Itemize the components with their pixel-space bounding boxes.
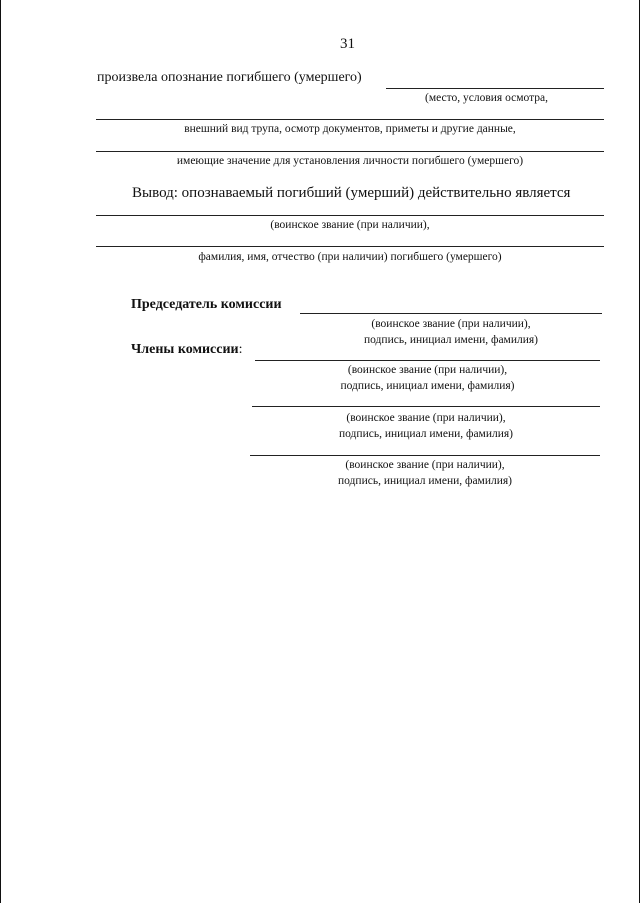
conclusion-line-1: [96, 215, 604, 216]
intro-caption-1: (место, условия осмотра,: [425, 92, 548, 104]
members-label: Члены комиссии:: [131, 342, 243, 357]
member-2-caption-2: подпись, инициал имени, фамилия): [338, 428, 514, 440]
scan-left-edge: [0, 0, 1, 903]
intro-text: произвела опознание погибшего (умершего): [97, 70, 362, 85]
intro-line-2: [96, 119, 604, 120]
conclusion-text: Вывод: опознаваемый погибший (умерший) действительно является: [132, 185, 571, 201]
chairman-label: Председатель комиссии: [131, 297, 282, 312]
intro-caption-2: внешний вид трупа, осмотр документов, приметы и другие данные,: [184, 123, 516, 135]
chairman-caption-2: подпись, инициал имени, фамилия): [363, 334, 539, 346]
member-3-caption-2: подпись, инициал имени, фамилия): [337, 475, 513, 487]
member-1-caption-1: (воинское звание (при наличии),: [347, 364, 508, 376]
chairman-signature-line: [300, 313, 602, 314]
page-number: 31: [340, 36, 355, 52]
conclusion-line-2: [96, 246, 604, 247]
intro-caption-3: имеющие значение для установления личности погибшего (умершего): [176, 155, 524, 167]
member-3-caption-1: (воинское звание (при наличии),: [345, 459, 505, 471]
chairman-caption-1: (воинское звание (при наличии),: [371, 318, 531, 330]
member-1-caption-2: подпись, инициал имени, фамилия): [340, 380, 515, 392]
member-1-signature-line: [255, 360, 600, 361]
conclusion-caption-rank: (воинское звание (при наличии),: [270, 219, 430, 231]
member-3-signature-line: [250, 455, 600, 456]
member-2-caption-1: (воинское звание (при наличии),: [346, 412, 506, 424]
member-2-signature-line: [252, 406, 600, 407]
intro-line-3: [96, 151, 604, 152]
intro-fill-line: [386, 88, 604, 89]
conclusion-caption-name: фамилия, имя, отчество (при наличии) погибшего (умершего): [198, 251, 502, 263]
